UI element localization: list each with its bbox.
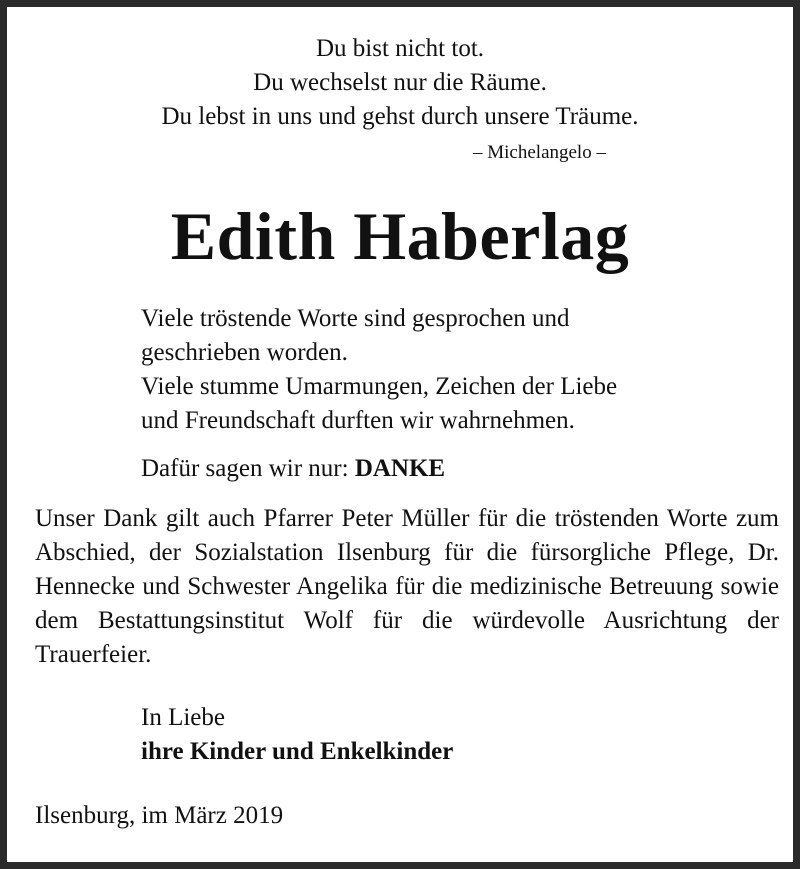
thanks-line bbox=[141, 455, 445, 483]
message-line-2: geschrieben worden. bbox=[141, 339, 348, 366]
quote-line-2: Du wechselst nur die Räume. bbox=[253, 69, 547, 96]
message-line-4: und Freundschaft durften wir wahrnehmen. bbox=[141, 407, 575, 434]
acknowledgement-paragraph: Unser Dank gilt auch Pfarrer Peter Müller für die tröstenden Worte zum Abschied, der Sozialstation Ilsenburg für die fürsorgliche Pflege, Dr. Hennecke und Schwester Angelika für die medizinische Betreuung sowie dem Bestattungsinstitut Wolf für die würdevolle Ausrichtung der Trauerfeier. bbox=[35, 505, 779, 668]
closing-salutation: In Liebe bbox=[141, 704, 225, 731]
deceased-name: Edith Haberlag bbox=[170, 198, 630, 274]
message-line-3: Viele stumme Umarmungen, Zeichen der Liebe bbox=[141, 373, 618, 400]
message-line-1: Viele tröstende Worte sind gesprochen und bbox=[141, 305, 570, 332]
thanks-word: DANKE bbox=[354, 455, 446, 482]
place-date: Ilsenburg, im März 2019 bbox=[35, 802, 284, 829]
closing-signatories: ihre Kinder und Enkelkinder bbox=[141, 738, 454, 765]
quote-line-1: Du bist nicht tot. bbox=[315, 35, 485, 62]
thanks-prefix: Dafür sagen wir nur: bbox=[141, 455, 349, 482]
quote-attribution: – Michelangelo – bbox=[473, 142, 606, 163]
quote-line-3: Du lebst in uns und gehst durch unsere Träume. bbox=[161, 103, 639, 130]
